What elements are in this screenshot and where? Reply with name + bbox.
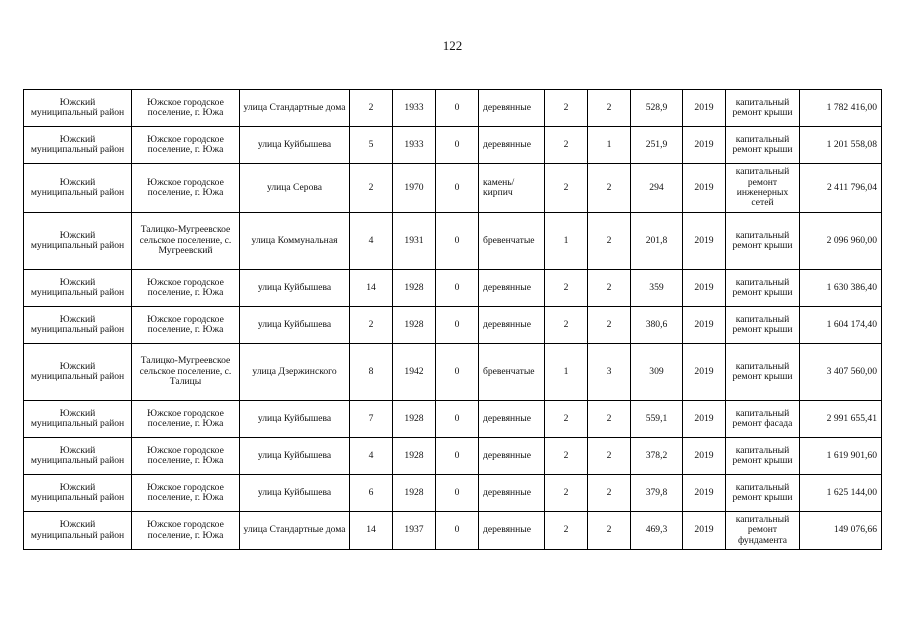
cell-entrances: 2: [588, 270, 631, 307]
cell-work-type: капитальный ремонт крыши: [726, 307, 800, 344]
cell-entrances: 2: [588, 164, 631, 213]
cell-house-number: 8: [350, 344, 393, 401]
cell-entrances: 2: [588, 401, 631, 438]
cell-plan-year: 2019: [683, 90, 726, 127]
cell-wall-material: деревянные: [479, 401, 545, 438]
cell-floors: 2: [545, 127, 588, 164]
cell-work-type: капитальный ремонт крыши: [726, 270, 800, 307]
cell-house-number: 7: [350, 401, 393, 438]
cell-build-year: 1928: [393, 475, 436, 512]
cell-plan-year: 2019: [683, 164, 726, 213]
table-row: [24, 344, 882, 401]
cell-settlement: Южское городское поселение, г. Южа: [132, 164, 240, 213]
cell-district: Южский муниципальный район: [24, 270, 132, 307]
housing-repair-table: [23, 89, 882, 550]
cell-area: 359: [631, 270, 683, 307]
cell-build-year: 1928: [393, 401, 436, 438]
cell-cost: 2 991 655,41: [800, 401, 882, 438]
cell-district: Южский муниципальный район: [24, 512, 132, 550]
cell-work-type: капитальный ремонт фасада: [726, 401, 800, 438]
table-row: [24, 512, 882, 550]
cell-work-type: капитальный ремонт крыши: [726, 90, 800, 127]
cell-plan-year: 2019: [683, 307, 726, 344]
cell-street: улица Куйбышева: [240, 475, 350, 512]
cell-street: улица Куйбышева: [240, 401, 350, 438]
cell-entrances: 2: [588, 213, 631, 270]
cell-house-number: 2: [350, 90, 393, 127]
cell-street: улица Стандартные дома: [240, 512, 350, 550]
table-row: [24, 164, 882, 213]
cell-settlement: Южское городское поселение, г. Южа: [132, 127, 240, 164]
cell-street: улица Куйбышева: [240, 127, 350, 164]
cell-floors: 1: [545, 344, 588, 401]
cell-cost: 1 604 174,40: [800, 307, 882, 344]
cell-entrances: 2: [588, 90, 631, 127]
cell-area: 201,8: [631, 213, 683, 270]
cell-district: Южский муниципальный район: [24, 90, 132, 127]
cell-cost: 3 407 560,00: [800, 344, 882, 401]
cell-plan-year: 2019: [683, 401, 726, 438]
cell-col6: 0: [436, 90, 479, 127]
cell-district: Южский муниципальный район: [24, 127, 132, 164]
cell-district: Южский муниципальный район: [24, 401, 132, 438]
cell-col6: 0: [436, 270, 479, 307]
cell-floors: 2: [545, 164, 588, 213]
cell-build-year: 1937: [393, 512, 436, 550]
cell-wall-material: бревенчатые: [479, 344, 545, 401]
cell-cost: 1 625 144,00: [800, 475, 882, 512]
cell-settlement: Южское городское поселение, г. Южа: [132, 438, 240, 475]
cell-col6: 0: [436, 213, 479, 270]
cell-col6: 0: [436, 512, 479, 550]
cell-plan-year: 2019: [683, 127, 726, 164]
cell-plan-year: 2019: [683, 270, 726, 307]
cell-cost: 149 076,66: [800, 512, 882, 550]
cell-settlement: Южское городское поселение, г. Южа: [132, 475, 240, 512]
cell-plan-year: 2019: [683, 213, 726, 270]
table-row: [24, 90, 882, 127]
cell-district: Южский муниципальный район: [24, 438, 132, 475]
cell-col6: 0: [436, 307, 479, 344]
cell-street: улица Куйбышева: [240, 270, 350, 307]
cell-build-year: 1933: [393, 127, 436, 164]
cell-floors: 2: [545, 438, 588, 475]
cell-settlement: Южское городское поселение, г. Южа: [132, 307, 240, 344]
cell-plan-year: 2019: [683, 344, 726, 401]
cell-floors: 1: [545, 213, 588, 270]
cell-build-year: 1928: [393, 270, 436, 307]
cell-build-year: 1931: [393, 213, 436, 270]
cell-settlement: Талицко-Мугреевское сельское поселение, с. Талицы: [132, 344, 240, 401]
cell-col6: 0: [436, 164, 479, 213]
table-row: [24, 307, 882, 344]
cell-work-type: капитальный ремонт крыши: [726, 213, 800, 270]
cell-cost: 1 619 901,60: [800, 438, 882, 475]
cell-wall-material: деревянные: [479, 307, 545, 344]
cell-floors: 2: [545, 270, 588, 307]
cell-floors: 2: [545, 307, 588, 344]
cell-wall-material: бревенчатые: [479, 213, 545, 270]
table-row: [24, 401, 882, 438]
cell-col6: 0: [436, 475, 479, 512]
cell-plan-year: 2019: [683, 438, 726, 475]
cell-house-number: 6: [350, 475, 393, 512]
cell-street: улица Серова: [240, 164, 350, 213]
cell-build-year: 1928: [393, 438, 436, 475]
cell-cost: 1 201 558,08: [800, 127, 882, 164]
cell-house-number: 2: [350, 164, 393, 213]
cell-district: Южский муниципальный район: [24, 164, 132, 213]
cell-work-type: капитальный ремонт фундамента: [726, 512, 800, 550]
cell-house-number: 5: [350, 127, 393, 164]
table-row: [24, 213, 882, 270]
cell-district: Южский муниципальный район: [24, 213, 132, 270]
cell-floors: 2: [545, 401, 588, 438]
cell-wall-material: камень/кирпич: [479, 164, 545, 213]
cell-house-number: 2: [350, 307, 393, 344]
cell-work-type: капитальный ремонт крыши: [726, 438, 800, 475]
cell-entrances: 1: [588, 127, 631, 164]
cell-district: Южский муниципальный район: [24, 475, 132, 512]
cell-entrances: 2: [588, 438, 631, 475]
cell-street: улица Стандартные дома: [240, 90, 350, 127]
cell-street: улица Дзержинского: [240, 344, 350, 401]
cell-entrances: 3: [588, 344, 631, 401]
cell-build-year: 1928: [393, 307, 436, 344]
cell-cost: 2 096 960,00: [800, 213, 882, 270]
cell-street: улица Куйбышева: [240, 307, 350, 344]
cell-area: 309: [631, 344, 683, 401]
cell-settlement: Талицко-Мугреевское сельское поселение, с. Мугреевский: [132, 213, 240, 270]
cell-settlement: Южское городское поселение, г. Южа: [132, 401, 240, 438]
table-body: [24, 90, 882, 550]
page-number: 122: [442, 38, 463, 53]
cell-cost: 2 411 796,04: [800, 164, 882, 213]
cell-floors: 2: [545, 512, 588, 550]
cell-floors: 2: [545, 90, 588, 127]
cell-entrances: 2: [588, 307, 631, 344]
cell-district: Южский муниципальный район: [24, 307, 132, 344]
table-row: [24, 127, 882, 164]
cell-plan-year: 2019: [683, 512, 726, 550]
cell-work-type: капитальный ремонт крыши: [726, 344, 800, 401]
cell-work-type: капитальный ремонт инженерных сетей: [726, 164, 800, 213]
cell-settlement: Южское городское поселение, г. Южа: [132, 512, 240, 550]
cell-col6: 0: [436, 438, 479, 475]
cell-plan-year: 2019: [683, 475, 726, 512]
cell-build-year: 1942: [393, 344, 436, 401]
cell-wall-material: деревянные: [479, 438, 545, 475]
cell-settlement: Южское городское поселение, г. Южа: [132, 90, 240, 127]
cell-area: 380,6: [631, 307, 683, 344]
table-row: [24, 270, 882, 307]
cell-house-number: 4: [350, 213, 393, 270]
cell-wall-material: деревянные: [479, 127, 545, 164]
cell-col6: 0: [436, 344, 479, 401]
cell-area: 559,1: [631, 401, 683, 438]
cell-build-year: 1970: [393, 164, 436, 213]
cell-wall-material: деревянные: [479, 475, 545, 512]
table-row: [24, 438, 882, 475]
cell-district: Южский муниципальный район: [24, 344, 132, 401]
cell-area: 528,9: [631, 90, 683, 127]
cell-area: 251,9: [631, 127, 683, 164]
table-row: [24, 475, 882, 512]
cell-work-type: капитальный ремонт крыши: [726, 475, 800, 512]
cell-house-number: 14: [350, 512, 393, 550]
cell-cost: 1 630 386,40: [800, 270, 882, 307]
cell-work-type: капитальный ремонт крыши: [726, 127, 800, 164]
cell-wall-material: деревянные: [479, 90, 545, 127]
cell-entrances: 2: [588, 475, 631, 512]
cell-build-year: 1933: [393, 90, 436, 127]
cell-house-number: 4: [350, 438, 393, 475]
cell-wall-material: деревянные: [479, 512, 545, 550]
cell-street: улица Коммунальная: [240, 213, 350, 270]
cell-house-number: 14: [350, 270, 393, 307]
cell-area: 294: [631, 164, 683, 213]
cell-wall-material: деревянные: [479, 270, 545, 307]
cell-cost: 1 782 416,00: [800, 90, 882, 127]
cell-street: улица Куйбышева: [240, 438, 350, 475]
cell-area: 378,2: [631, 438, 683, 475]
cell-area: 379,8: [631, 475, 683, 512]
cell-floors: 2: [545, 475, 588, 512]
cell-entrances: 2: [588, 512, 631, 550]
cell-area: 469,3: [631, 512, 683, 550]
cell-col6: 0: [436, 401, 479, 438]
cell-col6: 0: [436, 127, 479, 164]
cell-settlement: Южское городское поселение, г. Южа: [132, 270, 240, 307]
